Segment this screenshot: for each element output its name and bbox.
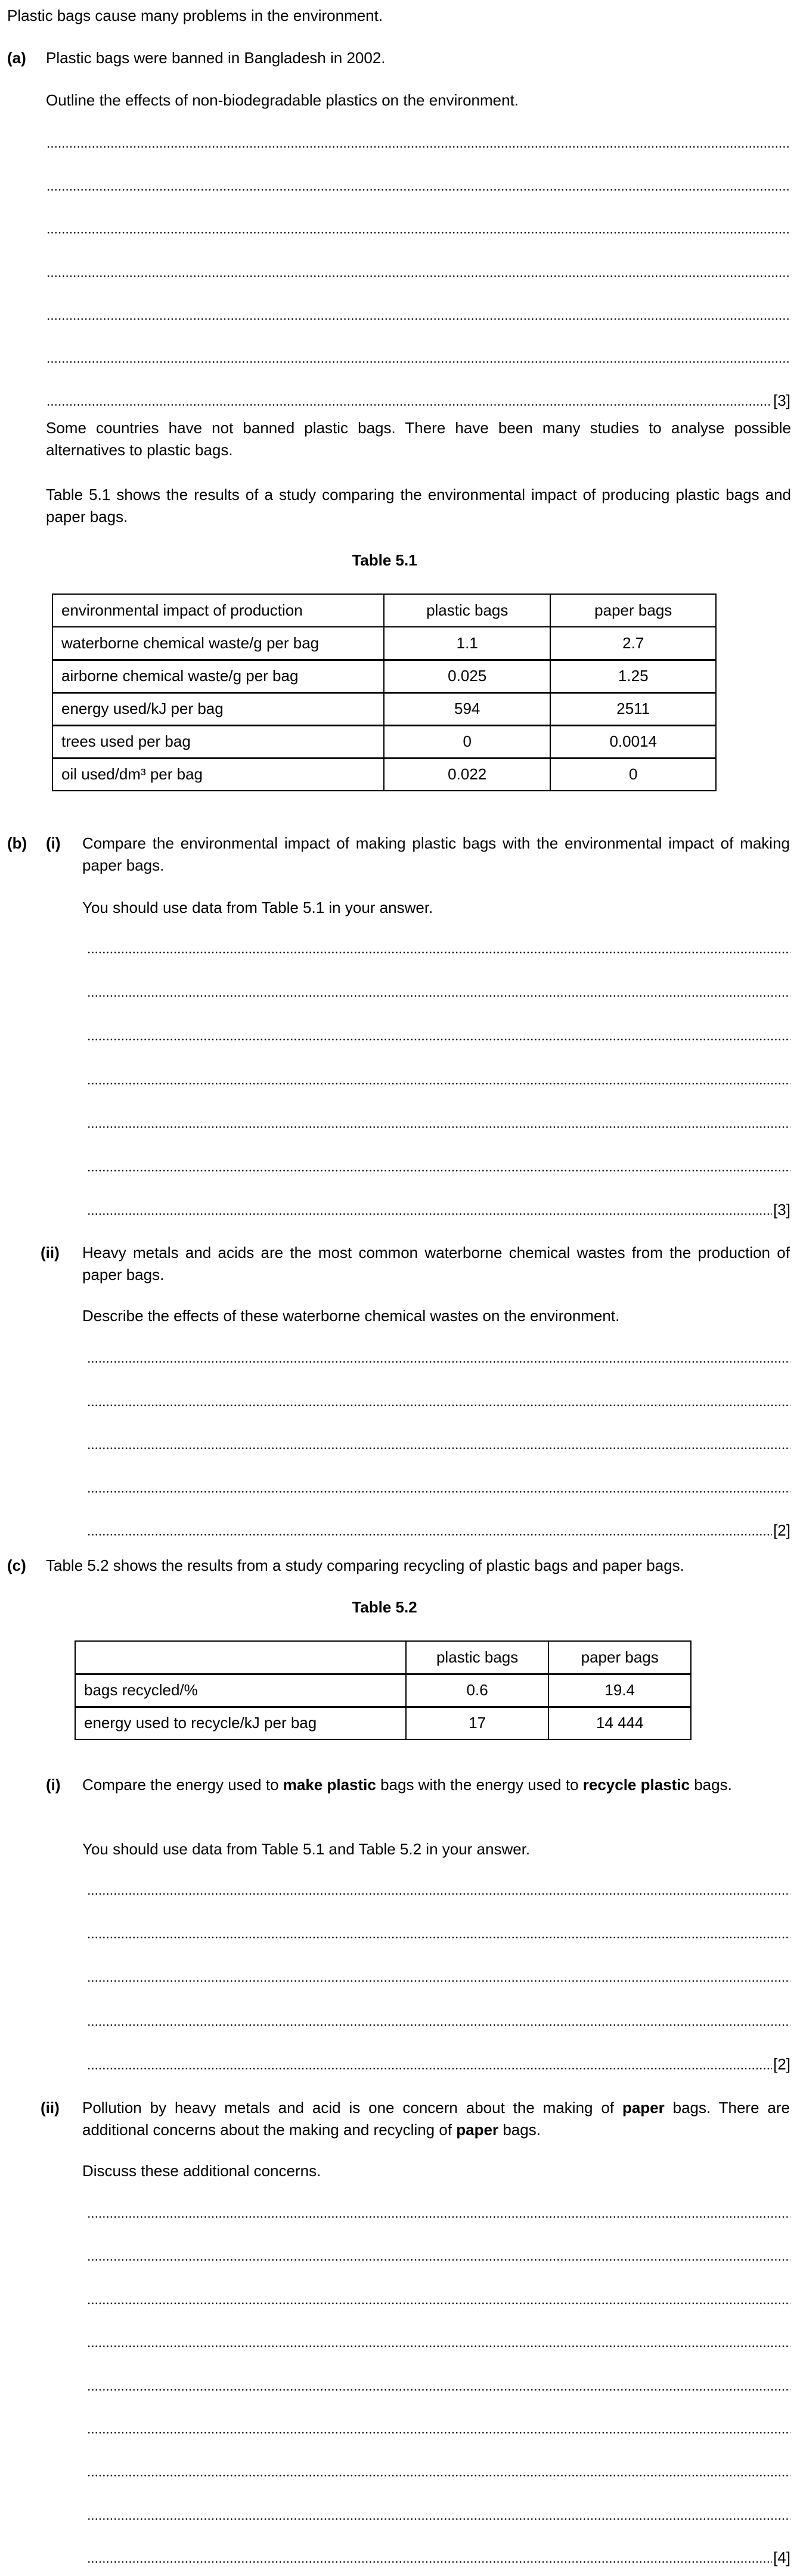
answer-line[interactable] xyxy=(87,2331,790,2353)
part-a-question: Outline the effects of non-biodegradable plastics on the environment. xyxy=(46,91,519,109)
dotted-rule xyxy=(87,2024,790,2026)
dotted-rule xyxy=(46,404,772,406)
table-5-2-caption: Table 5.2 xyxy=(352,1598,417,1616)
emphasis-text: paper xyxy=(456,2121,499,2139)
answer-line[interactable] xyxy=(87,1112,790,1133)
answer-line[interactable] xyxy=(87,2053,790,2075)
dotted-rule xyxy=(46,361,790,363)
dotted-rule xyxy=(87,1893,790,1895)
answer-line[interactable] xyxy=(46,390,790,411)
dotted-rule xyxy=(87,1170,790,1172)
table-cell-value: 0 xyxy=(550,758,716,791)
answer-line[interactable] xyxy=(87,1966,790,1987)
dotted-rule xyxy=(87,1083,790,1085)
answer-line[interactable] xyxy=(87,1520,790,1541)
emphasis-text: paper xyxy=(622,2099,665,2117)
dotted-rule xyxy=(46,275,790,277)
part-a-statement: Plastic bags were banned in Bangladesh in 2002. xyxy=(46,49,386,67)
dotted-rule xyxy=(87,952,790,953)
answer-line[interactable] xyxy=(46,261,790,282)
table-cell-value: 2.7 xyxy=(550,627,716,660)
dotted-rule xyxy=(87,2068,772,2069)
part-b-label: (b) xyxy=(7,834,27,852)
answer-line[interactable] xyxy=(87,1155,790,1177)
question-text: Compare the energy used to xyxy=(82,1776,283,1794)
part-b-ii-statement: Heavy metals and acids are the most common waterborne chemical wastes from the production of paper bags. xyxy=(82,1244,790,1284)
table-cell-label: waterborne chemical waste/g per bag xyxy=(52,627,384,660)
part-c-i-label: (i) xyxy=(46,1776,61,1794)
answer-line[interactable] xyxy=(87,2460,790,2482)
table-row xyxy=(52,660,716,692)
question-text: bags. xyxy=(689,1776,732,1794)
dotted-rule xyxy=(87,995,790,997)
answer-line[interactable] xyxy=(87,1879,790,1900)
dotted-rule xyxy=(46,318,790,320)
answer-line[interactable] xyxy=(46,175,790,196)
dotted-rule xyxy=(87,1534,772,1536)
table-cell-value: 2511 xyxy=(550,692,716,725)
dotted-rule xyxy=(87,2345,790,2347)
context-paragraph-1: Some countries have not banned plastic bags. There have been many studies to analyse possible alternatives to plastic bags. xyxy=(46,419,791,459)
dotted-rule xyxy=(87,2389,790,2391)
table-5-2-header-cell xyxy=(75,1641,406,1674)
table-cell-label: energy used to recycle/kJ per bag xyxy=(75,1707,406,1739)
dotted-rule xyxy=(87,1491,790,1493)
table-cell-value: 594 xyxy=(384,692,551,725)
dotted-rule xyxy=(87,2216,790,2218)
table-5-2 xyxy=(75,1640,692,1740)
part-c-label: (c) xyxy=(7,1556,26,1574)
part-a-label: (a) xyxy=(7,49,26,67)
table-cell-label: airborne chemical waste/g per bag xyxy=(52,660,384,692)
answer-line[interactable] xyxy=(87,1922,790,1944)
answer-line[interactable] xyxy=(87,2202,790,2223)
table-cell-value: 14 444 xyxy=(548,1707,691,1739)
dotted-rule xyxy=(87,1980,790,1982)
answer-line[interactable] xyxy=(87,2288,790,2310)
dotted-rule xyxy=(87,1447,790,1449)
table-row xyxy=(75,1674,691,1707)
table-5-1-caption: Table 5.1 xyxy=(352,551,417,569)
table-cell-value: 1.1 xyxy=(384,627,551,660)
part-b-i-question: Compare the environmental impact of making plastic bags with the environmental impact of making paper bags. xyxy=(82,834,790,874)
answer-line[interactable] xyxy=(87,2245,790,2266)
table-cell-label: energy used/kJ per bag xyxy=(52,692,384,725)
dotted-rule xyxy=(87,1361,790,1363)
table-row xyxy=(52,692,716,725)
table-5-1-header-cell: plastic bags xyxy=(384,594,551,627)
table-cell-value: 19.4 xyxy=(548,1674,691,1707)
answer-line[interactable] xyxy=(46,217,790,239)
answer-line[interactable] xyxy=(46,132,790,153)
answer-line[interactable] xyxy=(87,1068,790,1090)
table-cell-value: 17 xyxy=(406,1707,549,1739)
table-row xyxy=(52,627,716,660)
question-text: bags with the energy used to xyxy=(376,1776,583,1794)
answer-line[interactable] xyxy=(87,1433,790,1455)
context-paragraph-2: Table 5.1 shows the results of a study comparing the environmental impact of producing plastic bags and paper bags. xyxy=(46,486,791,526)
part-b-i-instruction: You should use data from Table 5.1 in your answer. xyxy=(82,899,433,916)
table-cell-value: 1.25 xyxy=(550,660,716,692)
table-cell-label: bags recycled/% xyxy=(75,1674,406,1707)
statement-text: Pollution by heavy metals and acid is one concern about the making of xyxy=(82,2099,622,2117)
answer-line[interactable] xyxy=(87,1390,790,1412)
dotted-rule xyxy=(87,2475,790,2476)
table-row xyxy=(52,758,716,791)
emphasis-text: make plastic xyxy=(283,1776,376,1794)
dotted-rule xyxy=(87,1213,772,1215)
answer-line[interactable] xyxy=(87,2547,790,2568)
dotted-rule xyxy=(87,2518,790,2520)
table-5-2-header-row xyxy=(75,1641,691,1674)
part-c-i-instruction: You should use data from Table 5.1 and Table 5.2 in your answer. xyxy=(82,1840,531,1858)
part-c-statement: Table 5.2 shows the results from a study comparing recycling of plastic bags and paper bags. xyxy=(46,1556,684,1574)
intro-text: Plastic bags cause many problems in the environment. xyxy=(7,7,383,24)
table-cell-value: 0 xyxy=(384,725,551,758)
part-b-i-label: (i) xyxy=(46,834,61,852)
part-b-ii-label: (ii) xyxy=(41,1244,60,1261)
table-cell-value: 0.022 xyxy=(384,758,551,791)
dotted-rule xyxy=(46,232,790,234)
part-c-ii-statement xyxy=(82,2097,790,2141)
table-cell-label: trees used per bag xyxy=(52,725,384,758)
answer-line[interactable] xyxy=(87,1199,790,1220)
table-5-1-header-cell: environmental impact of production xyxy=(52,594,384,627)
table-5-1-header-cell: paper bags xyxy=(550,594,716,627)
statement-text: bags. xyxy=(498,2121,541,2139)
table-row xyxy=(75,1707,691,1739)
dotted-rule xyxy=(46,189,790,191)
statement-text: bags. There are additional concerns about the making and recycling of xyxy=(82,2099,790,2139)
dotted-rule xyxy=(87,2561,772,2563)
answer-line[interactable] xyxy=(87,1347,790,1368)
table-cell-label: oil used/dm³ per bag xyxy=(52,758,384,791)
marks-label: [4] xyxy=(773,2549,790,2567)
marks-label: [3] xyxy=(773,1201,790,1219)
table-5-2-header-cell: paper bags xyxy=(548,1641,691,1674)
answer-line[interactable] xyxy=(87,2417,790,2439)
marks-label: [3] xyxy=(773,391,790,410)
part-b-ii-question: Describe the effects of these waterborne chemical wastes on the environment. xyxy=(82,1307,620,1325)
dotted-rule xyxy=(87,2432,790,2434)
answer-line[interactable] xyxy=(46,304,790,325)
emphasis-text: recycle plastic xyxy=(582,1776,690,1794)
table-cell-value: 0.6 xyxy=(406,1674,549,1707)
answer-line[interactable] xyxy=(87,2375,790,2396)
answer-line[interactable] xyxy=(87,2010,790,2031)
table-cell-value: 0.0014 xyxy=(550,725,716,758)
answer-line[interactable] xyxy=(87,981,790,1002)
part-c-i-question xyxy=(82,1774,790,1796)
dotted-rule xyxy=(87,2302,790,2304)
answer-line[interactable] xyxy=(87,2504,790,2525)
answer-line[interactable] xyxy=(87,1477,790,1498)
dotted-rule xyxy=(87,1937,790,1938)
dotted-rule xyxy=(87,2259,790,2261)
dotted-rule xyxy=(87,1126,790,1128)
part-c-ii-question: Discuss these additional concerns. xyxy=(82,2162,321,2180)
answer-line[interactable] xyxy=(46,347,790,368)
table-5-1-header-row xyxy=(52,594,716,627)
part-c-ii-label: (ii) xyxy=(41,2099,60,2117)
table-row xyxy=(52,725,716,758)
answer-line[interactable] xyxy=(87,937,790,959)
marks-label: [2] xyxy=(773,1521,790,1539)
answer-line[interactable] xyxy=(87,1024,790,1046)
table-cell-value: 0.025 xyxy=(384,660,551,692)
table-5-2-header-cell: plastic bags xyxy=(406,1641,549,1674)
dotted-rule xyxy=(87,1404,790,1406)
dotted-rule xyxy=(46,146,790,148)
marks-label: [2] xyxy=(773,2055,790,2073)
table-5-1 xyxy=(52,593,717,791)
dotted-rule xyxy=(87,1039,790,1040)
